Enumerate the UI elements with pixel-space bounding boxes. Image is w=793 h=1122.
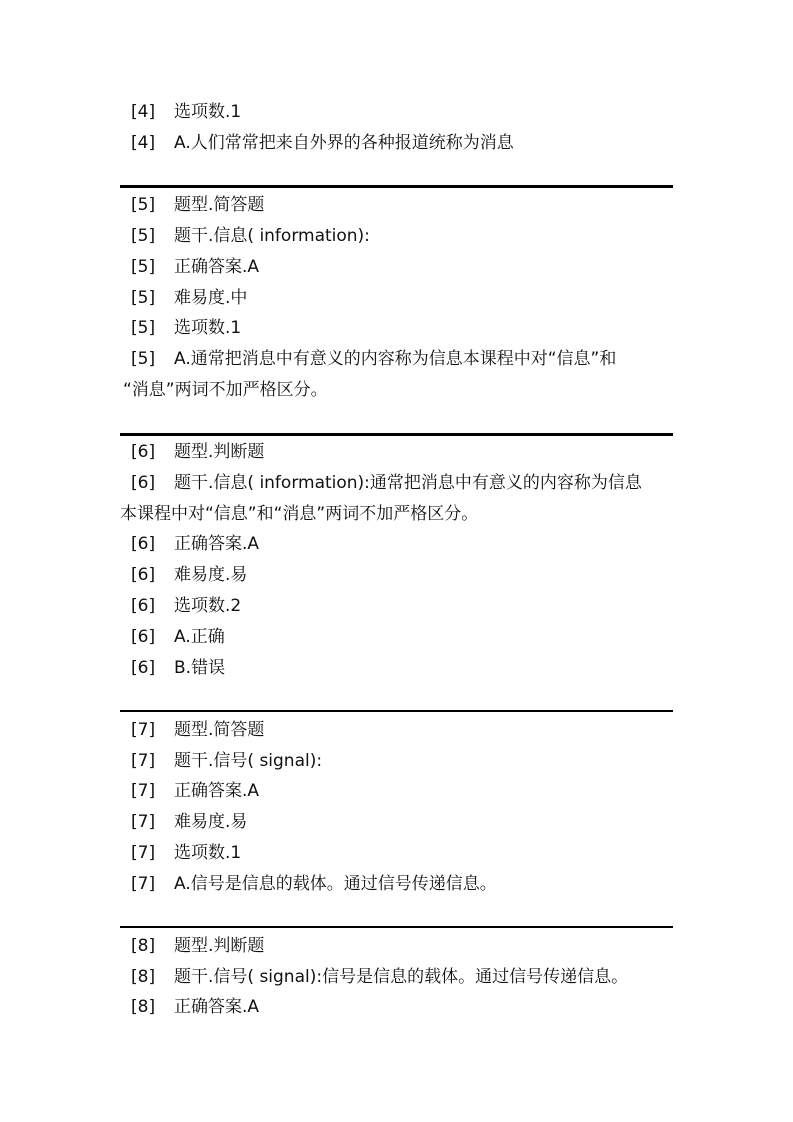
q5-option-a-line	[131, 347, 616, 371]
section-divider	[120, 433, 673, 436]
q5-number: [5]	[131, 226, 156, 246]
q6-stem-line	[131, 471, 642, 495]
q7-number: [7]	[131, 720, 156, 740]
q7-difficulty-line	[131, 810, 247, 834]
q6-number: [6]	[131, 596, 156, 616]
q5-number: [5]	[131, 318, 156, 338]
q6-answer: 正确答案.A	[174, 534, 260, 554]
q5-number: [5]	[131, 257, 156, 277]
q5-type-line	[131, 193, 264, 217]
q5-answer: 正确答案.A	[174, 257, 260, 277]
q7-number: [7]	[131, 843, 156, 863]
q7-type: 题型.简答题	[174, 720, 265, 740]
q8-stem-line	[131, 965, 628, 989]
q6-option-count: 选项数.2	[174, 596, 242, 616]
q6-type: 题型.判断题	[174, 442, 265, 462]
q7-type-line	[131, 718, 264, 742]
q6-number: [6]	[131, 565, 156, 585]
q6-stem: 题干.信息( information):通常把消息中有意义的内容称为信息	[174, 473, 642, 493]
q7-stem: 题干.信号( signal):	[174, 751, 323, 771]
q8-answer: 正确答案.A	[174, 997, 260, 1017]
q4-option-count: 选项数.1	[174, 102, 242, 122]
q5-difficulty: 难易度.中	[174, 288, 248, 308]
q4-number: [4]	[131, 133, 156, 153]
q6-option-b-line	[131, 656, 225, 680]
q7-stem-line	[131, 749, 322, 773]
q6-type-line	[131, 440, 264, 464]
q4-option-a-line	[131, 131, 514, 155]
q7-number: [7]	[131, 751, 156, 771]
q5-number: [5]	[131, 195, 156, 215]
q6-answer-line	[131, 532, 259, 556]
q6-number: [6]	[131, 627, 156, 647]
section-divider	[120, 926, 673, 928]
q7-option-a: A.信号是信息的载体。通过信号传递信息。	[174, 874, 497, 894]
q6-option-count-line	[131, 594, 241, 618]
q6-difficulty-line	[131, 563, 247, 587]
q7-number: [7]	[131, 812, 156, 832]
q8-answer-line	[131, 995, 259, 1019]
q4-option-count-line	[131, 100, 241, 124]
q5-option-count-line	[131, 316, 241, 340]
q5-option-a-continuation: “消息”两词不加严格区分。	[123, 380, 328, 400]
q6-difficulty: 难易度.易	[174, 565, 248, 585]
q5-number: [5]	[131, 349, 156, 369]
q4-option-a: A.人们常常把来自外界的各种报道统称为消息	[174, 133, 514, 153]
q6-stem-continuation: 本课程中对“信息”和“消息”两词不加严格区分。	[120, 504, 479, 524]
q6-number: [6]	[131, 658, 156, 678]
q8-number: [8]	[131, 936, 156, 956]
q7-difficulty: 难易度.易	[174, 812, 248, 832]
q7-answer-line	[131, 779, 259, 803]
q6-number: [6]	[131, 534, 156, 554]
q5-stem: 题干.信息( information):	[174, 226, 370, 246]
q6-option-b: B.错误	[174, 658, 226, 678]
q6-number: [6]	[131, 442, 156, 462]
q6-option-a-line	[131, 625, 225, 649]
q7-option-count-line	[131, 841, 241, 865]
q5-option-count: 选项数.1	[174, 318, 242, 338]
q8-type: 题型.判断题	[174, 936, 265, 956]
q8-type-line	[131, 934, 264, 958]
q5-number: [5]	[131, 288, 156, 308]
q5-answer-line	[131, 255, 259, 279]
q8-number: [8]	[131, 967, 156, 987]
q7-option-a-line	[131, 872, 497, 896]
q4-number: [4]	[131, 102, 156, 122]
q7-number: [7]	[131, 781, 156, 801]
q8-number: [8]	[131, 997, 156, 1017]
q7-number: [7]	[131, 874, 156, 894]
q5-stem-line	[131, 224, 370, 248]
q5-option-a: A.通常把消息中有意义的内容称为信息本课程中对“信息”和	[174, 349, 617, 369]
section-divider	[120, 185, 673, 188]
q7-option-count: 选项数.1	[174, 843, 242, 863]
q5-type: 题型.简答题	[174, 195, 265, 215]
q7-answer: 正确答案.A	[174, 781, 260, 801]
q5-difficulty-line	[131, 286, 247, 310]
q6-option-a: A.正确	[174, 627, 225, 647]
section-divider	[120, 710, 673, 712]
q6-number: [6]	[131, 473, 156, 493]
q8-stem: 题干.信号( signal):信号是信息的载体。通过信号传递信息。	[174, 967, 629, 987]
